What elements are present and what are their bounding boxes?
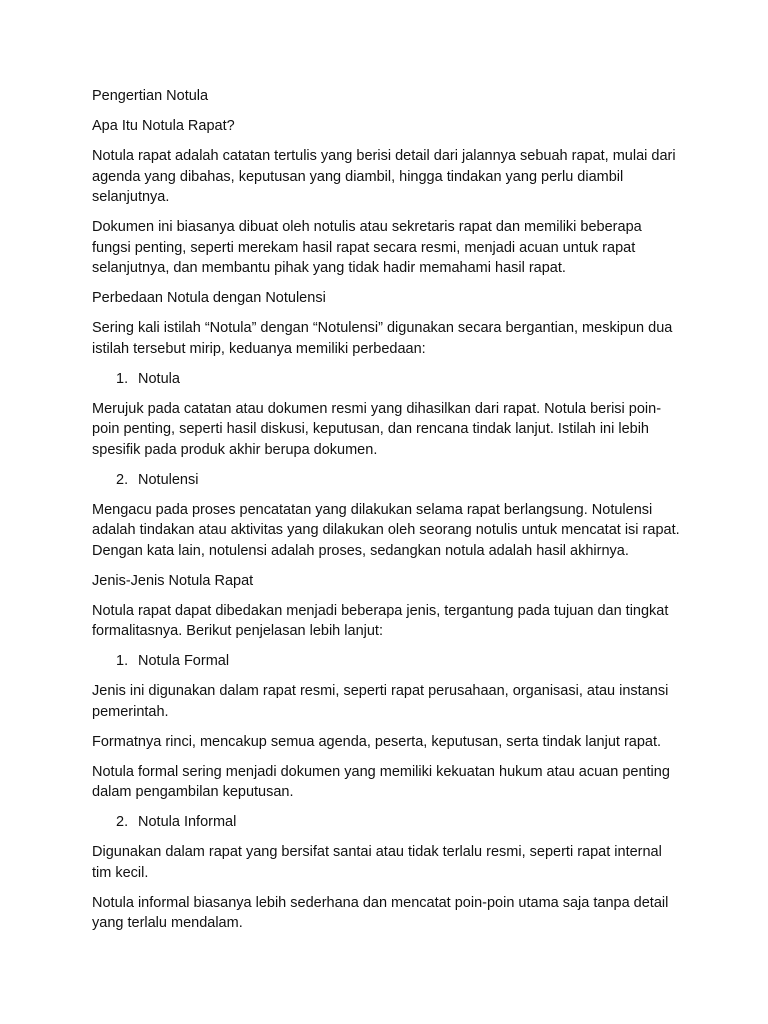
list-item-notula-informal <box>92 812 682 833</box>
list-item-label: Notula Informal <box>138 814 237 830</box>
paragraph-perbedaan-intro: Sering kali istilah “Notula” dengan “Notulensi” digunakan secara bergantian, meskipun dua istilah tersebut mirip, keduanya memiliki perbedaan: <box>92 320 673 357</box>
document-page <box>92 86 682 943</box>
paragraph-document-function: Dokumen ini biasanya dibuat oleh notulis atau sekretaris rapat dan memiliki beberapa fungsi penting, seperti merekam hasil rapat secara resmi, menjadi acuan untuk rapat selanjutnya, dan membantu pihak yang tidak hadir memahami hasil rapat. <box>92 219 642 276</box>
list-item-label: Notula <box>138 370 180 387</box>
list-number: 2. <box>116 471 129 488</box>
paragraph-jenis-intro: Notula rapat dapat dibedakan menjadi beberapa jenis, tergantung pada tujuan dan tingkat formalitasnya. Berikut penjelasan lebih lanjut: <box>92 602 669 639</box>
heading-pengertian-notula: Pengertian Notula <box>92 88 209 104</box>
subheading-apa-itu-notula-rapat: Apa Itu Notula Rapat? <box>92 118 235 134</box>
heading-perbedaan: Perbedaan Notula dengan Notulensi <box>92 290 326 306</box>
paragraph-informal-usage: Digunakan dalam rapat yang bersifat santai atau tidak terlalu resmi, seperti rapat internal tim kecil. <box>92 844 662 881</box>
paragraph-notulensi-desc: Mengacu pada proses pencatatan yang dilakukan selama rapat berlangsung. Notulensi adalah tindakan atau aktivitas yang dilakukan oleh seorang notulis untuk mencatat isi rapat. Dengan kata lain, notulensi adalah proses, sedangkan notula adalah hasil akhirnya. <box>92 501 680 559</box>
paragraph-formal-usage: Jenis ini digunakan dalam rapat resmi, seperti rapat perusahaan, organisasi, atau instansi pemerintah. <box>92 683 669 720</box>
paragraph-formal-format: Formatnya rinci, mencakup semua agenda, peserta, keputusan, serta tindak lanjut rapat. <box>92 733 662 750</box>
list-item-label: Notula Formal <box>138 653 230 669</box>
paragraph-informal-detail: Notula informal biasanya lebih sederhana dan mencatat poin-poin utama saja tanpa detail yang terlalu mendalam. <box>92 894 669 931</box>
list-number: 1. <box>116 370 129 387</box>
list-item-notula <box>92 369 682 390</box>
paragraph-definition: Notula rapat adalah catatan tertulis yang berisi detail dari jalannya sebuah rapat, mulai dari agenda yang dibahas, keputusan yang diambil, hingga tindakan yang perlu diambil selanjutnya. <box>92 148 676 205</box>
paragraph-notula-desc: Merujuk pada catatan atau dokumen resmi yang dihasilkan dari rapat. Notula berisi poin-poin penting, seperti hasil diskusi, keputusan, dan rencana tindak lanjut. Istilah ini lebih spesifik pada produk akhir berupa dokumen. <box>92 400 662 458</box>
paragraph-formal-legal: Notula formal sering menjadi dokumen yang memiliki kekuatan hukum atau acuan penting dalam pengambilan keputusan. <box>92 763 670 800</box>
list-item-notulensi <box>92 470 682 491</box>
list-number: 1. <box>116 653 129 669</box>
list-item-notula-formal <box>92 651 682 672</box>
heading-jenis-jenis: Jenis-Jenis Notula Rapat <box>92 572 254 589</box>
list-number: 2. <box>116 814 129 830</box>
list-item-label: Notulensi <box>138 471 199 488</box>
